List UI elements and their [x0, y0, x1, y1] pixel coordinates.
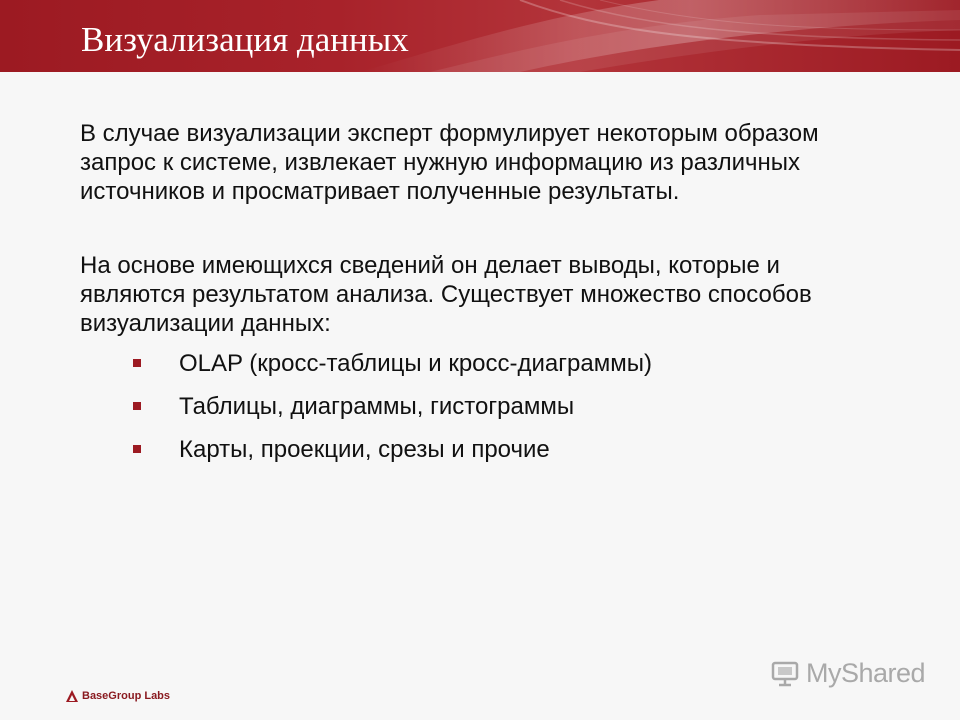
triangle-logo-icon [65, 689, 79, 703]
slide-header-banner [0, 0, 960, 72]
bullet-text: OLAP (кросс-таблицы и кросс-диаграммы) [179, 350, 652, 377]
bullet-text: Карты, проекции, срезы и прочие [179, 436, 550, 463]
slide-title: Визуализация данных [81, 20, 409, 59]
logo-text: BaseGroup Labs [82, 690, 171, 702]
body-paragraph-2: На основе имеющихся сведений он делает выводы, которые и являются результатом анализа. Существует множество способов визуализации данных: [80, 252, 812, 337]
myshared-watermark [770, 656, 925, 690]
square-bullet-icon [133, 402, 141, 410]
bullet-text: Таблицы, диаграммы, гистограммы [179, 393, 575, 420]
bullet-item [80, 392, 880, 421]
square-bullet-icon [133, 445, 141, 453]
bullet-item [80, 349, 880, 378]
watermark-text: MyShared [806, 657, 926, 688]
basegroup-labs-logo [65, 688, 170, 704]
square-bullet-icon [133, 359, 141, 367]
body-paragraph-1: В случае визуализации эксперт формулирует некоторым образом запрос к системе, извлекает нужную информацию из различных источников и просматривает полученные результаты. [80, 120, 819, 205]
bullet-list [80, 349, 880, 464]
bullet-item [80, 435, 880, 464]
slide-body [80, 119, 880, 478]
projector-screen-icon [770, 658, 800, 688]
